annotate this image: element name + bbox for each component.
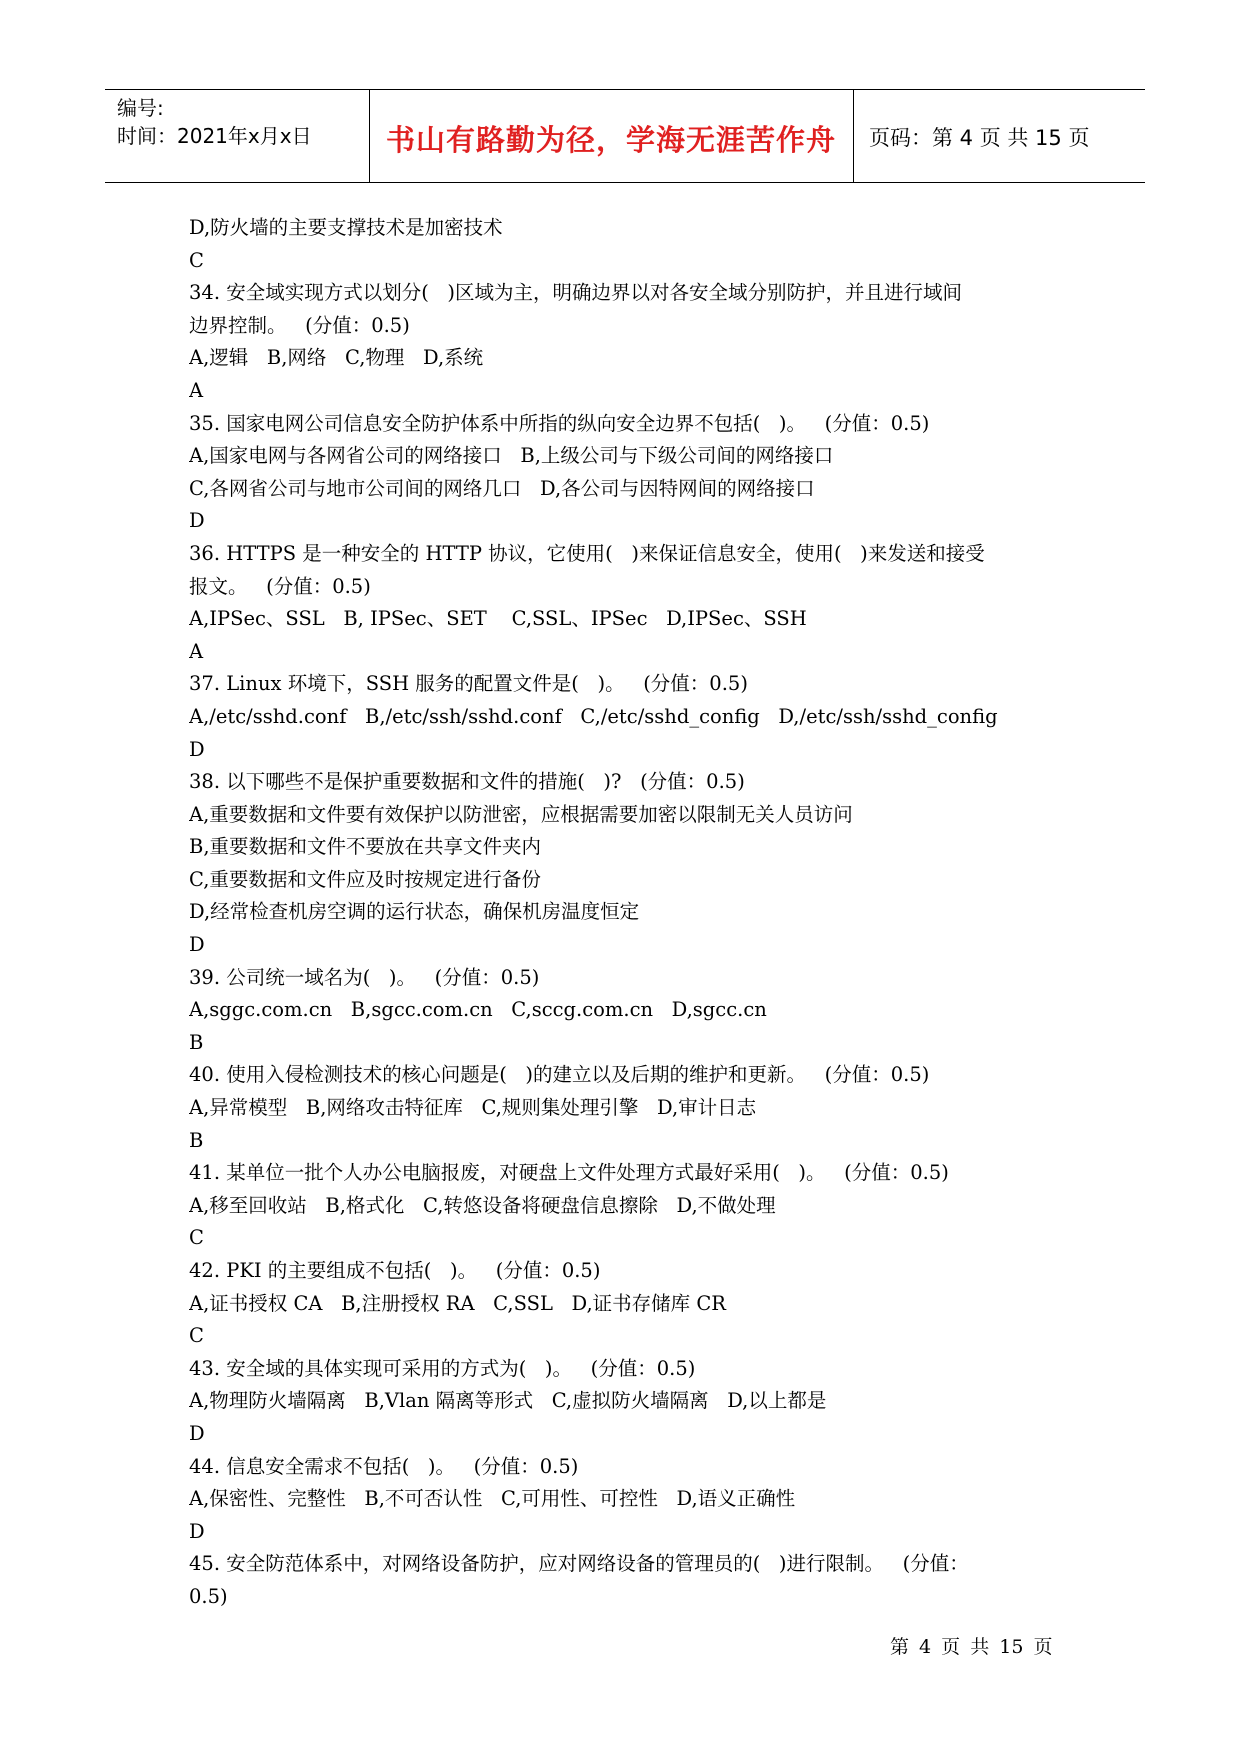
text-line: A,逻辑 B,网络 C,物理 D,系统 (189, 346, 484, 370)
text-line: 44. 信息安全需求不包括( )。 (分值：0.5) (189, 1454, 579, 1478)
text-line: A,移至回收站 B,格式化 C,转悠设备将硬盘信息擦除 D,不做处理 (189, 1193, 776, 1217)
text-line: A,/etc/sshd.conf B,/etc/ssh/sshd.conf C,/etc/sshd_config D,/etc/ssh/sshd_config (189, 704, 998, 728)
text-line: D (189, 1421, 205, 1445)
text-line: 42. PKI 的主要组成不包括( )。 (分值：0.5) (189, 1259, 601, 1282)
question-content (189, 212, 1089, 1614)
text-line: A,IPSec、SSL B, IPSec、SET C,SSL、IPSec D,IPSec、SSH (189, 607, 807, 631)
text-line: B (189, 1128, 204, 1152)
text-line: 38. 以下哪些不是保护重要数据和文件的措施( )? (分值：0.5) (189, 770, 745, 794)
text-line: D,经常检查机房空调的运行状态，确保机房温度恒定 (189, 900, 640, 924)
text-line: 40. 使用入侵检测技术的核心问题是( )的建立以及后期的维护和更新。 (分值：0.5) (189, 1063, 930, 1087)
text-line: B (189, 1030, 204, 1054)
text-line: 43. 安全域的具体实现可采用的方式为( )。 (分值：0.5) (189, 1356, 696, 1380)
text-line: D (189, 1519, 205, 1543)
document-number-label: 编号: (117, 96, 164, 120)
text-line: A (189, 639, 204, 663)
page-header (105, 89, 1145, 183)
header-middle-cell (369, 90, 854, 182)
text-line: C (189, 248, 204, 272)
document-time-label: 时间：2021年x月x日 (117, 124, 312, 148)
text-line: 45. 安全防范体系中，对网络设备防护，应对网络设备的管理员的( )进行限制。 (分值： (189, 1552, 969, 1576)
header-page-info: 页码：第 4 页 共 15 页 (869, 126, 1090, 150)
text-line: D (189, 509, 205, 533)
page-footer: 第 4 页 共 15 页 (890, 1636, 1053, 1658)
text-line: C,各网省公司与地市公司间的网络几口 D,各公司与因特网间的网络接口 (189, 476, 815, 500)
text-line: A,国家电网与各网省公司的网络接口 B,上级公司与下级公司间的网络接口 (189, 444, 834, 468)
text-line: A (189, 378, 204, 402)
text-line: A,异常模型 B,网络攻击特征库 C,规则集处理引擎 D,审计日志 (189, 1096, 757, 1120)
text-line: D (189, 737, 205, 761)
text-line: A,重要数据和文件要有效保护以防泄密，应根据需要加密以限制无关人员访问 (189, 802, 853, 826)
text-line: 34. 安全域实现方式以划分( )区域为主，明确边界以对各安全域分别防护，并且进行域间 (189, 281, 963, 305)
text-line: D,防火墙的主要支撑技术是加密技术 (189, 216, 503, 239)
text-line: B,重要数据和文件不要放在共享文件夹内 (189, 835, 542, 859)
text-line: 报文。 (分值：0.5) (189, 574, 371, 598)
header-motto: 书山有路勤为径，学海无涯苦作舟 (385, 123, 836, 157)
text-line: C,重要数据和文件应及时按规定进行备份 (189, 867, 541, 891)
text-line: A,证书授权 CA B,注册授权 RA C,SSL D,证书存储库 CR (189, 1291, 726, 1315)
text-line: 41. 某单位一批个人办公电脑报废，对硬盘上文件处理方式最好采用( )。 (分值：0.5) (189, 1161, 949, 1185)
text-line: 37. Linux 环境下，SSH 服务的配置文件是( )。 (分值：0.5) (189, 672, 748, 696)
text-line: C (189, 1324, 204, 1348)
text-line: A,物理防火墙隔离 B,Vlan 隔离等形式 C,虚拟防火墙隔离 D,以上都是 (189, 1389, 827, 1413)
text-line: A,保密性、完整性 B,不可否认性 C,可用性、可控性 D,语义正确性 (189, 1487, 796, 1511)
text-line: 36. HTTPS 是一种安全的 HTTP 协议，它使用( )来保证信息安全，使用( )来发送和接受 (189, 541, 985, 565)
header-right-cell (855, 90, 1145, 182)
text-line: D (189, 933, 205, 957)
text-line: C (189, 1226, 204, 1250)
text-line: 0.5) (189, 1584, 228, 1608)
text-line: 39. 公司统一域名为( )。 (分值：0.5) (189, 965, 540, 989)
header-left-cell (105, 90, 370, 182)
text-line: 35. 国家电网公司信息安全防护体系中所指的纵向安全边界不包括( )。 (分值：0.5) (189, 411, 930, 435)
text-line: A,sggc.com.cn B,sgcc.com.cn C,sccg.com.cn D,sgcc.cn (189, 998, 767, 1022)
text-line: 边界控制。 (分值：0.5) (189, 313, 410, 337)
